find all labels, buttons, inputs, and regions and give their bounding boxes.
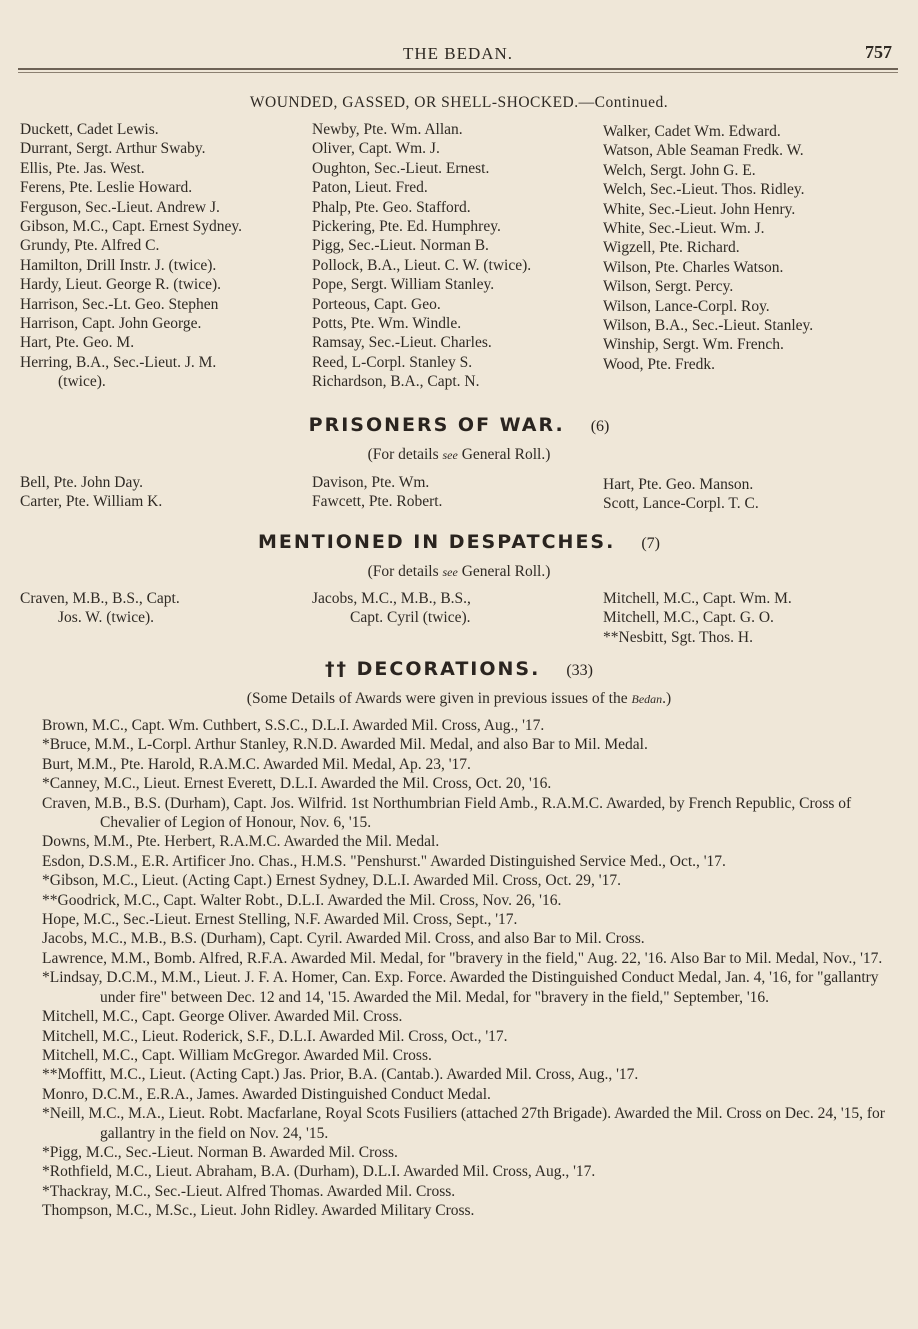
list-item: Mitchell, M.C., Capt. G. O.: [603, 609, 774, 627]
prisoners-note: (For details see General Roll.): [367, 446, 551, 463]
list-item: Durrant, Sergt. Arthur Swaby.: [20, 140, 206, 158]
list-item: Pope, Sergt. William Stanley.: [312, 276, 495, 294]
decorations-note: (Some Details of Awards were given in previous issues of the Bedan.): [246, 690, 672, 707]
decoration-item: Jacobs, M.C., M.B., B.S. (Durham), Capt. Cyril. Awarded Mil. Cross, and also Bar to Mil. Cross.: [42, 930, 645, 948]
list-item: Hart, Pte. Geo. M.: [20, 334, 135, 352]
prisoners-section-title: [0, 414, 918, 436]
decoration-item: *Bruce, M.M., L-Corpl. Arthur Stanley, R.N.D. Awarded Mil. Medal, and also Bar to Mil. Medal.: [42, 736, 648, 754]
list-item: Welch, Sec.-Lieut. Thos. Ridley.: [603, 181, 805, 199]
decoration-item: Hope, M.C., Sec.-Lieut. Ernest Stelling, N.F. Awarded Mil. Cross, Sept., '17.: [42, 911, 518, 929]
list-item: Grundy, Pte. Alfred C.: [20, 237, 160, 255]
list-item: Gibson, M.C., Capt. Ernest Sydney.: [20, 218, 243, 236]
mentioned-column-3: [603, 589, 792, 647]
list-item: Ferens, Pte. Leslie Howard.: [20, 179, 193, 197]
list-item: Reed, L-Corpl. Stanley S.: [312, 353, 473, 371]
list-item: Ramsay, Sec.-Lieut. Charles.: [312, 334, 492, 352]
list-item: Duckett, Cadet Lewis.: [20, 121, 159, 138]
list-item: Newby, Pte. Wm. Allan.: [312, 121, 463, 138]
list-item: White, Sec.-Lieut. Wm. J.: [603, 220, 765, 238]
list-item: Oliver, Capt. Wm. J.: [312, 140, 440, 158]
mentioned-section-title: [0, 531, 918, 553]
page-number: 757: [865, 42, 892, 62]
list-item: Jacobs, M.C., M.B., B.S.,: [312, 590, 471, 607]
decoration-item: Craven, M.B., B.S. (Durham), Capt. Jos. Wilfrid. 1st Northumbrian Field Amb., R.A.M.C. Awarded, by French Republic, Cross of Chevalier of Legion of Honour, Nov. 6, '15.: [42, 794, 852, 832]
list-item: Ferguson, Sec.-Lieut. Andrew J.: [20, 198, 220, 216]
list-item: Herring, B.A., Sec.-Lieut. J. M.: [20, 353, 217, 371]
list-item: Harrison, Sec.-Lt. Geo. Stephen: [20, 295, 219, 313]
list-item: Wood, Pte. Fredk.: [603, 355, 715, 373]
list-item-continuation: (twice).: [58, 373, 106, 391]
list-item: Hamilton, Drill Instr. J. (twice).: [20, 256, 217, 274]
list-item: Wilson, Sergt. Percy.: [603, 278, 734, 296]
list-item: Wilson, B.A., Sec.-Lieut. Stanley.: [603, 317, 814, 335]
list-item: Mitchell, M.C., Capt. Wm. M.: [603, 590, 792, 607]
list-item: Wilson, Lance-Corpl. Roy.: [603, 297, 770, 315]
decoration-item: Downs, M.M., Pte. Herbert, R.A.M.C. Awarded the Mil. Medal.: [42, 833, 440, 851]
decoration-item: Mitchell, M.C., Capt. William McGregor. Awarded Mil. Cross.: [42, 1046, 432, 1064]
decoration-item: Mitchell, M.C., Capt. George Oliver. Awarded Mil. Cross.: [42, 1008, 403, 1026]
list-item: Potts, Pte. Wm. Windle.: [312, 315, 462, 333]
decoration-item: Lawrence, M.M., Bomb. Alfred, R.F.A. Awarded Mil. Medal, for "bravery in the field," Aug. 22, '16. Also Bar to Mil. Medal, Nov., '17.: [42, 949, 883, 967]
decoration-item: Monro, D.C.M., E.R.A., James. Awarded Distinguished Conduct Medal.: [42, 1085, 491, 1103]
list-item: Davison, Pte. Wm.: [312, 474, 430, 491]
list-item: Pollock, B.A., Lieut. C. W. (twice).: [312, 256, 532, 274]
list-item-continuation: Capt. Cyril (twice).: [350, 609, 471, 627]
prisoners-column-3: [603, 475, 759, 514]
list-item: Fawcett, Pte. Robert.: [312, 493, 443, 511]
decoration-item: *Neill, M.C., M.A., Lieut. Robt. Macfarlane, Royal Scots Fusiliers (attached 27th Brigade). Awarded the Mil. Cross on Dec. 24, '15, for gallantry in the field on Nov. 24, '15.: [42, 1105, 885, 1142]
mentioned-column-1: [20, 589, 180, 628]
list-item: Porteous, Capt. Geo.: [312, 295, 441, 313]
wounded-column-2: [312, 120, 531, 392]
decorations-list: [20, 716, 900, 1221]
decoration-item: Mitchell, M.C., Lieut. Roderick, S.F., D.L.I. Awarded Mil. Cross, Oct., '17.: [42, 1027, 508, 1045]
mentioned-title-text: MENTIONED IN DESPATCHES.: [257, 531, 616, 553]
decoration-item: *Pigg, M.C., Sec.-Lieut. Norman B. Awarded Mil. Cross.: [42, 1143, 398, 1161]
decorations-section-title: [0, 658, 918, 680]
prisoners-column-1: [20, 473, 162, 512]
list-item: Phalp, Pte. Geo. Stafford.: [312, 198, 471, 216]
list-item: Welch, Sergt. John G. E.: [603, 161, 756, 179]
prisoners-count: (6): [590, 418, 610, 435]
decoration-item: Thompson, M.C., M.Sc., Lieut. John Ridley. Awarded Military Cross.: [42, 1202, 475, 1220]
decoration-item: *Gibson, M.C., Lieut. (Acting Capt.) Ernest Sydney, D.L.I. Awarded Mil. Cross, Oct. 29, '17.: [42, 872, 621, 890]
list-item: Walker, Cadet Wm. Edward.: [603, 123, 781, 140]
decorations-title-text: †† DECORATIONS.: [325, 658, 541, 680]
list-item-continuation: Jos. W. (twice).: [58, 609, 155, 627]
list-item: Bell, Pte. John Day.: [20, 474, 143, 491]
list-item: White, Sec.-Lieut. John Henry.: [603, 200, 796, 218]
page-header: [18, 38, 898, 70]
list-item: Paton, Lieut. Fred.: [312, 179, 428, 197]
decoration-item: *Rothfield, M.C., Lieut. Abraham, B.A. (Durham), D.L.I. Awarded Mil. Cross, Aug., '17.: [42, 1163, 596, 1181]
list-item: Wilson, Pte. Charles Watson.: [603, 258, 784, 276]
wounded-column-1: [20, 120, 242, 392]
list-item: Pigg, Sec.-Lieut. Norman B.: [312, 237, 489, 255]
list-item: **Nesbitt, Sgt. Thos. H.: [603, 628, 753, 646]
list-item: Hart, Pte. Geo. Manson.: [603, 476, 754, 493]
decoration-item: *Thackray, M.C., Sec.-Lieut. Alfred Thomas. Awarded Mil. Cross.: [42, 1182, 456, 1200]
decoration-item: *Lindsay, D.C.M., M.M., Lieut. J. F. A. Homer, Can. Exp. Force. Awarded the Distinguished Conduct Medal, Jan. 4, '16, for "gallantry under fire" between Dec. 12 and 14, '15. Awarded the Mil. Medal, for "bravery in the field," September, '16.: [42, 969, 879, 1006]
list-item: Carter, Pte. William K.: [20, 493, 163, 511]
mentioned-note: (For details see General Roll.): [367, 563, 551, 580]
list-item: Wigzell, Pte. Richard.: [603, 239, 740, 257]
list-item: Scott, Lance-Corpl. T. C.: [603, 495, 759, 513]
decoration-item: Burt, M.M., Pte. Harold, R.A.M.C. Awarded Mil. Medal, Ap. 23, '17.: [42, 755, 471, 773]
list-item: Hardy, Lieut. George R. (twice).: [20, 276, 222, 294]
list-item: Craven, M.B., B.S., Capt.: [20, 590, 180, 607]
list-item: Oughton, Sec.-Lieut. Ernest.: [312, 159, 490, 177]
list-item: Harrison, Capt. John George.: [20, 315, 202, 333]
prisoners-title-text: PRISONERS OF WAR.: [308, 414, 565, 436]
decoration-item: **Moffitt, M.C., Lieut. (Acting Capt.) Jas. Prior, B.A. (Cantab.). Awarded Mil. Cross, Aug., '17.: [42, 1066, 639, 1084]
prisoners-column-2: [312, 473, 442, 512]
decoration-item: Brown, M.C., Capt. Wm. Cuthbert, S.S.C., D.L.I. Awarded Mil. Cross, Aug., '17.: [42, 717, 545, 734]
list-item: Winship, Sergt. Wm. French.: [603, 336, 784, 354]
decoration-item: **Goodrick, M.C., Capt. Walter Robt., D.L.I. Awarded the Mil. Cross, Nov. 26, '16.: [42, 891, 562, 909]
decorations-count: (33): [566, 662, 593, 679]
list-item: Watson, Able Seaman Fredk. W.: [603, 142, 804, 160]
decoration-item: *Canney, M.C., Lieut. Ernest Everett, D.L.I. Awarded the Mil. Cross, Oct. 20, '16.: [42, 775, 552, 793]
list-item: Ellis, Pte. Jas. West.: [20, 159, 145, 177]
decoration-item: Esdon, D.S.M., E.R. Artificer Jno. Chas., H.M.S. "Penshurst." Awarded Distinguished Service Med., Oct., '17.: [42, 852, 726, 870]
wounded-section-title: WOUNDED, GASSED, OR SHELL-SHOCKED.—Continued.: [249, 94, 669, 111]
wounded-column-3: [603, 122, 813, 374]
journal-title: THE BEDAN.: [402, 44, 514, 63]
header-divider: [18, 72, 898, 73]
list-item: Pickering, Pte. Ed. Humphrey.: [312, 218, 501, 236]
mentioned-count: (7): [641, 535, 660, 552]
mentioned-column-2: [312, 589, 471, 628]
list-item: Richardson, B.A., Capt. N.: [312, 373, 480, 391]
